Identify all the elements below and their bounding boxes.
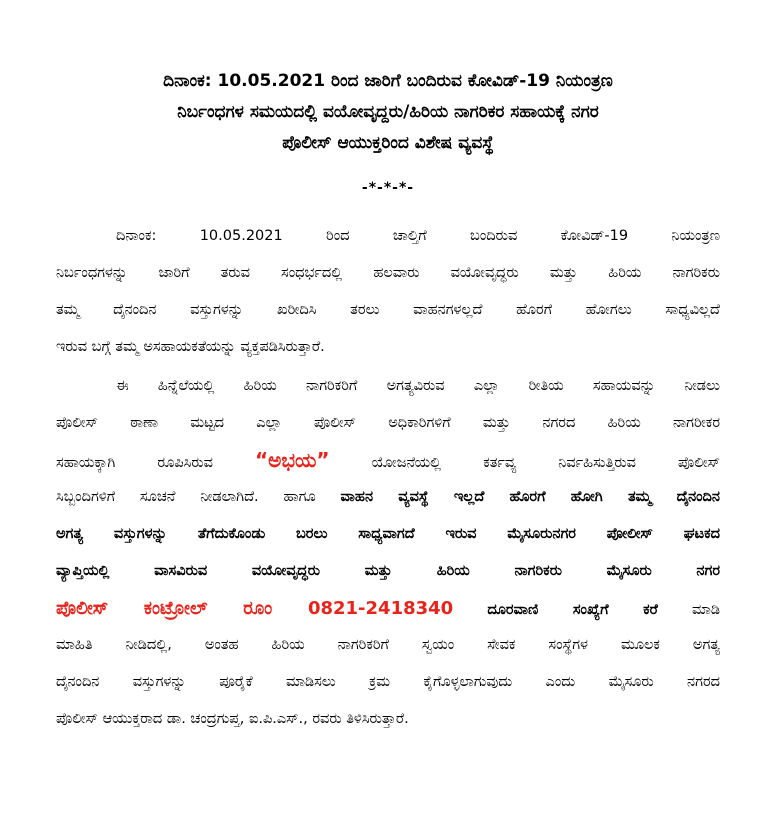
paragraph-2-line-4 [56, 479, 720, 516]
title-line-2: ನಿರ್ಬಂಧಗಳ ಸಮಯದಲ್ಲಿ ವಯೋವೃದ್ದರು/ಹಿರಿಯ ನಾಗರಿಕರ ಸಹಾಯಕ್ಕೆ ನಗರ [177, 102, 599, 122]
paragraph-2-line-9: ದೈನಂದಿನ ವಸ್ತುಗಳನ್ನು ಪೂರೈಕೆ ಮಾಡಿಸಲು ಕ್ರಮ ಕೈಗೊಳ್ಳಲಾಗುವುದು ಎಂದು ಮೈಸೂರು ನಗರದ [56, 674, 720, 690]
line-3-start-text: ಸಹಾಯಕ್ಕಾಗಿ ರೂಪಿಸಿರುವ [56, 455, 213, 471]
paragraph-2-line-3 [56, 442, 720, 479]
separator: -*-*-*- [361, 180, 415, 196]
police-control-room-number: ಪೊಲೀಸ್ ಕಂಟ್ರೋಲ್ ರೂಂ 0821-2418340 [56, 598, 454, 619]
line-4-normal-text: ಸಿಬ್ಬಂದಿಗಳಿಗೆ ಸೂಚನೆ ನೀಡಲಾಗಿದೆ. ಹಾಗೂ [56, 489, 316, 505]
paragraph-2-line-6: ವ್ಯಾಪ್ತಿಯಲ್ಲಿ ವಾಸವಿರುವ ವಯೋವೃದ್ಧರು ಮತ್ತು ಹಿರಿಯ ನಾಗರಿಕರು ಮೈಸೂರು ನಗರ [56, 563, 720, 579]
paragraph-2-line-1: ಈ ಹಿನ್ನೆಲೆಯಲ್ಲಿ ಹಿರಿಯ ನಾಗರಿಕರಿಗೆ ಅಗತ್ಯವಿರುವ ಎಲ್ಲಾ ರೀತಿಯ ಸಹಾಯವನ್ನು ನೀಡಲು [116, 378, 720, 394]
paragraph-2 [56, 368, 720, 738]
title-line-1: ದಿನಾಂಕ: 10.05.2021 ರಿಂದ ಜಾರಿಗೆ ಬಂದಿರುವ ಕೋವಿಡ್-19 ನಿಯಂತ್ರಣ [163, 71, 613, 91]
paragraph-2-line-10: ಪೊಲೀಸ್ ಆಯುಕ್ತರಾದ ಡಾ. ಚಂದ್ರಗುಪ್ತ, ಐ.ಪಿ.ಎಸ್., ರವರು ತಿಳಿಸಿರುತ್ತಾರೆ. [56, 711, 409, 727]
paragraph-2-line-5: ಅಗತ್ಯ ವಸ್ತುಗಳನ್ನು ತೆಗೆದುಕೊಂಡು ಬರಲು ಸಾಧ್ಯವಾಗದೆ ಇರುವ ಮೈಸೂರುನಗರ ಪೋಲೀಸ್ ಘಟಕದ [56, 526, 720, 542]
abhaya-scheme-name: “ಅಭಯ” [255, 448, 330, 472]
line-7-normal-text: ಮಾಡಿ [691, 602, 720, 618]
paragraph-1-line-3: ತಮ್ಮ ದೈನಂದಿನ ವಸ್ತುಗಳನ್ನು ಖರೀದಿಸಿ ತರಲು ವಾಹನಗಳಲ್ಲದೆ ಹೊರಗೆ ಹೋಗಲು ಸಾಧ್ಯವಿಲ್ಲದೆ [56, 302, 720, 318]
paragraph-1-line-4: ಇರುವ ಬಗ್ಗೆ ತಮ್ಮ ಅಸಹಾಯಕತೆಯನ್ನು ವ್ಯಕ್ತಪಡಿಸಿರುತ್ತಾರೆ. [56, 339, 325, 355]
paragraph-1-line-1: ದಿನಾಂಕ: 10.05.2021 ರಿಂದ ಚಾಲ್ತಿಗೆ ಬಂದಿರುವ ಕೋವಿಡ್-19 ನಿಯಂತ್ರಣ [116, 228, 720, 244]
paragraph-2-line-2: ಪೊಲೀಸ್ ಠಾಣಾ ಮಟ್ಟದ ಎಲ್ಲಾ ಪೊಲೀಸ್ ಅಧಿಕಾರಿಗಳಿಗೆ ಮತ್ತು ನಗರದ ಹಿರಿಯ ನಾಗರೀಕರ [56, 415, 720, 431]
line-4-bold-text: ವಾಹನ ವ್ಯವಸ್ಥೆ ಇಲ್ಲದೆ ಹೊರಗೆ ಹೋಗಿ ತಮ್ಮ ದೈನಂದಿನ [340, 489, 720, 505]
title-line-3: ಪೊಲೀಸ್ ಆಯುಕ್ತರಿಂದ ವಿಶೇಷ ವ್ಯವಸ್ಥೆ [282, 133, 494, 153]
paragraph-1 [56, 218, 720, 366]
phone-call-text: ದೂರವಾಣಿ ಸಂಖ್ಯೆಗೆ ಕರೆ [487, 602, 658, 618]
document-title [40, 66, 736, 159]
line-3-end-text: ಯೋಜನೆಯಲ್ಲಿ ಕರ್ತವ್ಯ ನಿರ್ವಹಿಸುತ್ತಿರುವ ಪೊಲೀಸ್ [371, 455, 721, 471]
paragraph-2-line-7 [56, 590, 720, 627]
paragraph-1-line-2: ನಿರ್ಬಂಧಗಳನ್ನು ಜಾರಿಗೆ ತರುವ ಸಂಧರ್ಭದಲ್ಲಿ ಹಲವಾರು ವಯೋವೃದ್ಧರು ಮತ್ತು ಹಿರಿಯ ನಾಗರಿಕರು [56, 265, 720, 281]
paragraph-2-line-8: ಮಾಹಿತಿ ನೀಡಿದಲ್ಲಿ, ಅಂತಹ ಹಿರಿಯ ನಾಗರಿಕರಿಗೆ ಸ್ವಯಂ ಸೇವಕ ಸಂಸ್ಥೆಗಳ ಮೂಲಕ ಅಗತ್ಯ [56, 637, 720, 653]
